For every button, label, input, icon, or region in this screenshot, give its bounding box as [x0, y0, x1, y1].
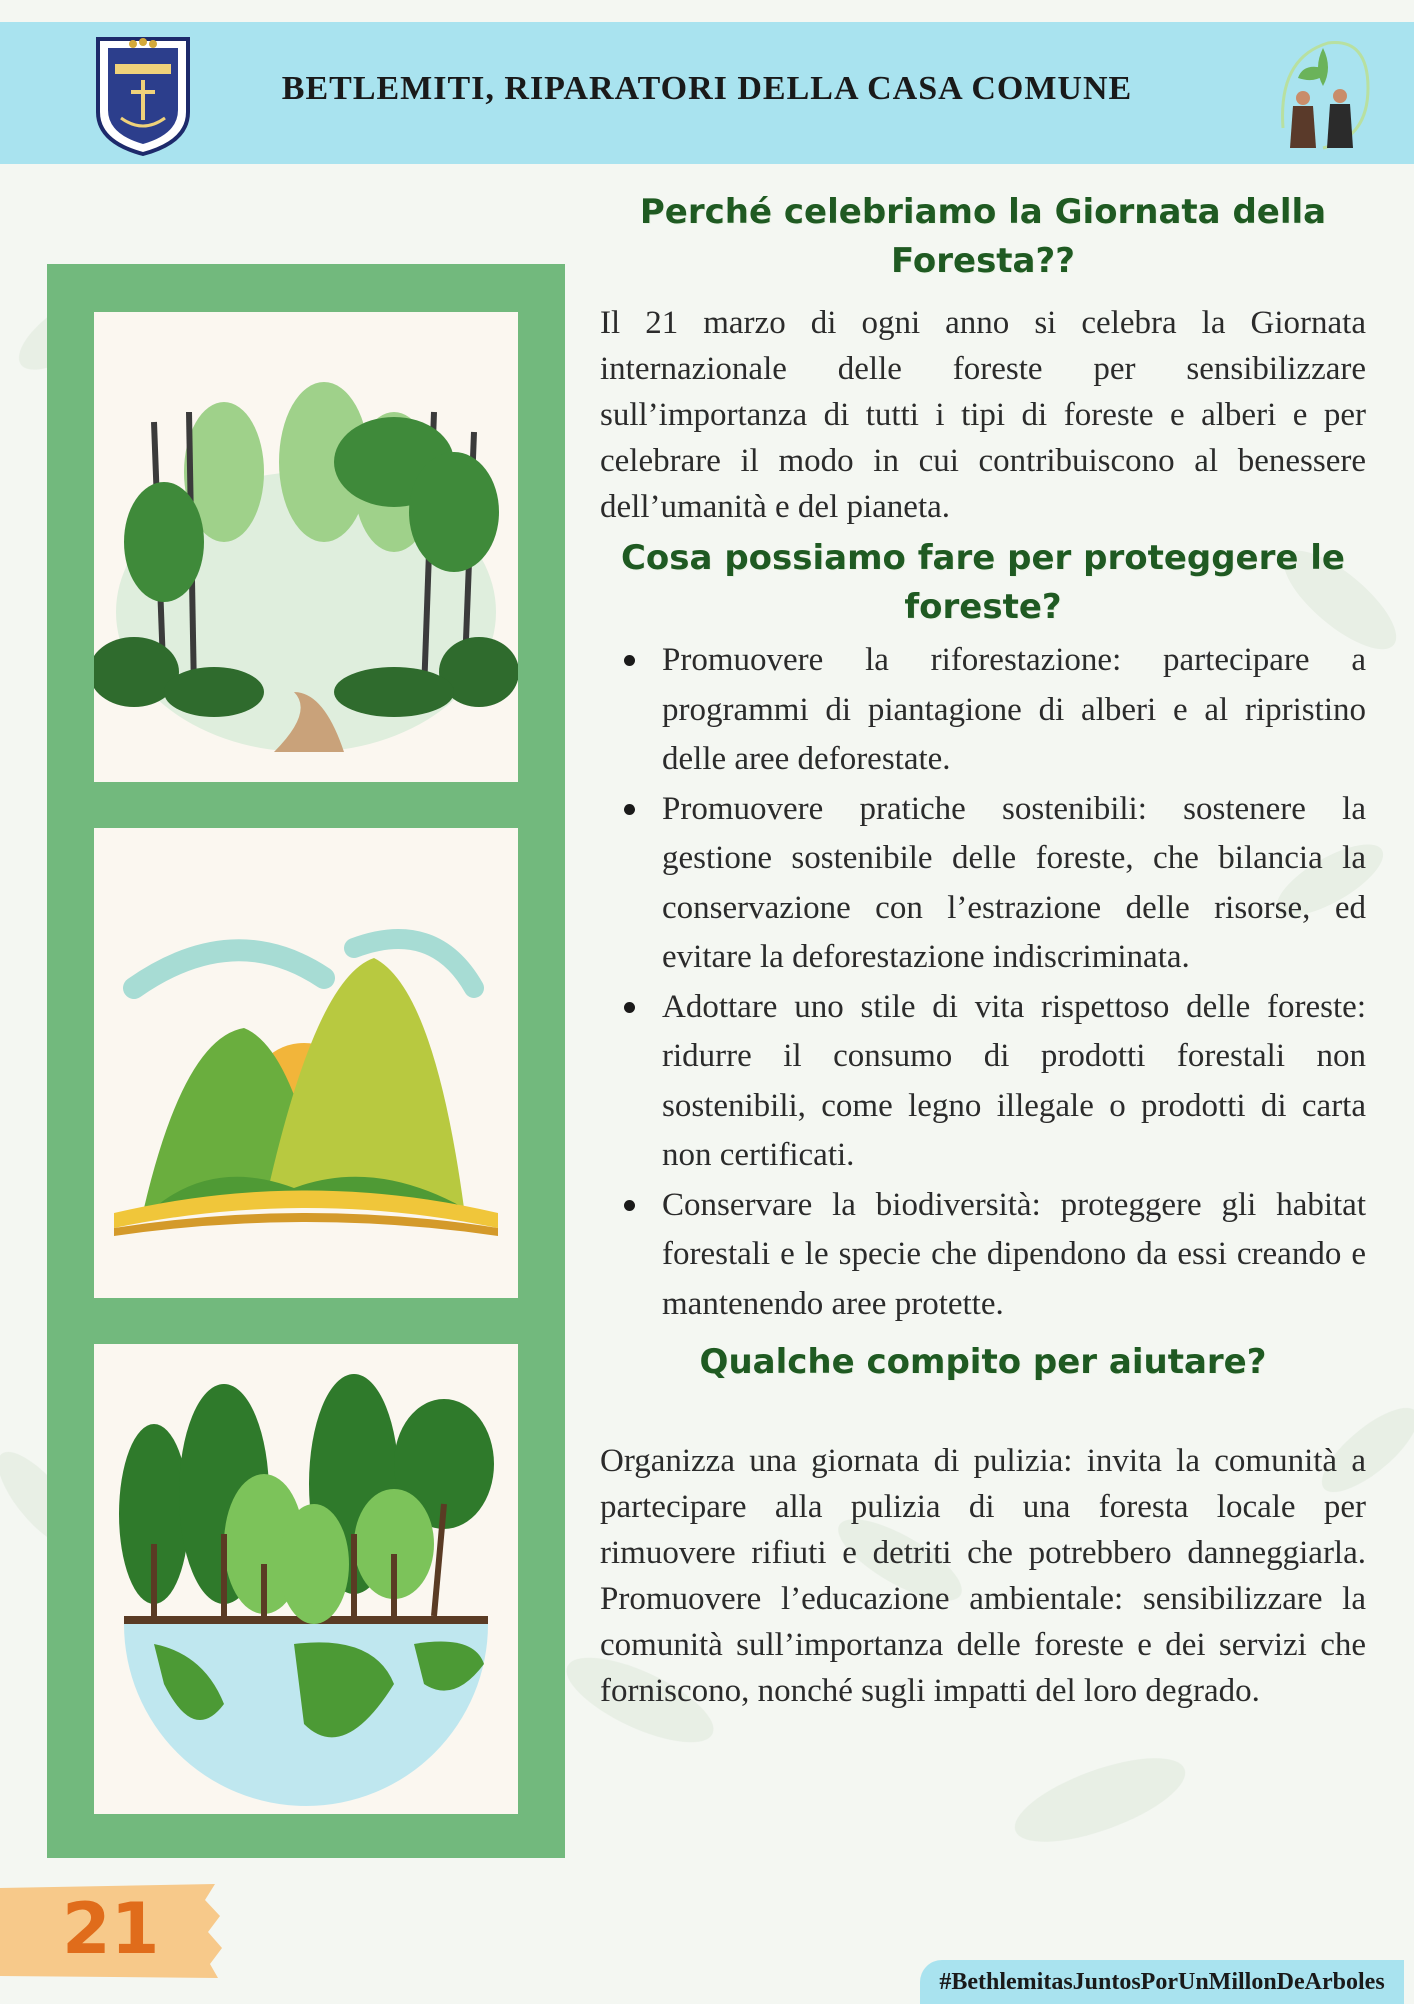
task-text-block — [600, 1438, 1366, 1714]
illustration-frame — [47, 264, 565, 1858]
protect-section — [600, 534, 1366, 632]
why-paragraph: Il 21 marzo di ogni anno si celebra la Giornata internazionale delle foreste per sensibilizzare sull’importanza di tutti i tipi di foreste e alberi e per celebrare il modo in cui contribuiscono al benessere dell’umanità e del pianeta. — [600, 305, 1366, 525]
header-banner — [0, 22, 1414, 164]
header-title: BETLEMITI, RIPARATORI DELLA CASA COMUNE — [281, 70, 1133, 107]
bullet-dot — [624, 804, 635, 815]
protect-bullets — [600, 636, 1366, 1329]
trees-on-earth-globe-illustration — [94, 1344, 518, 1814]
task-paragraph: Organizza una giornata di pulizia: invita la comunità a partecipare alla pulizia di una foresta locale per rimuovere rifiuti e detriti che potrebbero danneggiarla. Promuovere l’educazione ambientale: sensibilizzare la comunità sull’importanza delle foreste e dei servizi che forniscono, nonché sugli impatti del loro degrado. — [600, 1443, 1366, 1709]
why-text-block — [600, 300, 1366, 530]
bullet-dot — [624, 1002, 635, 1013]
why-section — [600, 188, 1366, 286]
why-heading: Perché celebriamo la Giornata della Foresta?? — [639, 192, 1327, 281]
betlemitas-shield-logo — [93, 34, 193, 156]
list-item: Promuovere pratiche sostenibili: sostenere la gestione sostenibile delle foreste, che bilancia la conservazione con l’estrazione delle risorse, ed evitare la deforestazione indiscriminata. — [662, 785, 1366, 983]
task-section — [600, 1338, 1366, 1387]
bullet-dot — [624, 1200, 635, 1211]
protect-heading: Cosa possiamo fare per proteggere le foreste? — [620, 538, 1345, 627]
list-item: Adottare uno stile di vita rispettoso delle foreste: ridurre il consumo di prodotti forestali non sostenibili, come legno illegale o prodotti di carta non certificati. — [662, 983, 1366, 1181]
green-mountains-on-open-book-illustration — [94, 828, 518, 1298]
task-heading: Qualche compito per aiutare? — [699, 1342, 1267, 1382]
forest-illustration — [94, 312, 518, 782]
list-item: Conservare la biodiversità: proteggere gli habitat forestali e le specie che dipendono da essi creando e mantenendo aree protette. — [662, 1181, 1366, 1330]
list-item: Promuovere la riforestazione: partecipare a programmi di piantagione di alberi e al ripristino delle aree deforestate. — [662, 636, 1366, 785]
page-number: 21 — [62, 1888, 160, 1970]
reparadores-logo — [1268, 28, 1378, 158]
bullet-dot — [624, 655, 635, 666]
hashtag-badge: #BethlemitasJuntosPorUnMillonDeArboles — [920, 1960, 1404, 2004]
